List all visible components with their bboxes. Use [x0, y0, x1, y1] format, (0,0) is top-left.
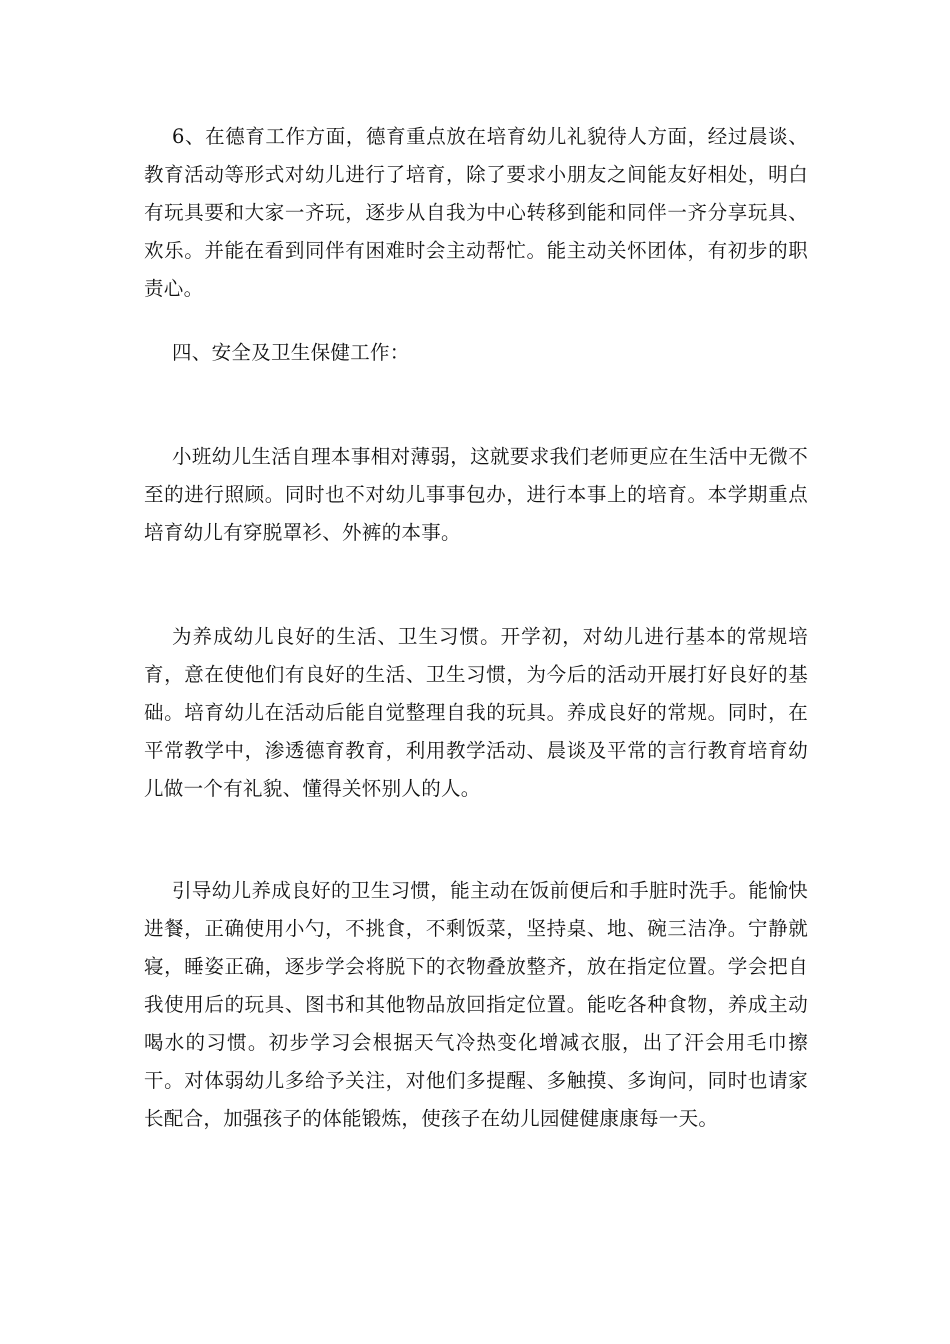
paragraph-self-care: 小班幼儿生活自理本事相对薄弱，这就要求我们老师更应在生活中无微不至的进行照顾。同时也不对幼儿事事包办，进行本事上的培育。本学期重点培育幼儿有穿脱罩衫、外裤的本事。	[144, 445, 808, 544]
section-heading-safety-health: 四、安全及卫生保健工作：	[172, 341, 410, 364]
paragraph-moral-education: 6、在德育工作方面，德育重点放在培育幼儿礼貌待人方面，经过晨谈、教育活动等形式对幼儿进行了培育，除了要求小朋友之间能友好相处，明白有玩具要和大家一齐玩，逐步从自我为中心转移到能和同伴一齐分享玩具、欢乐。并能在看到同伴有困难时会主动帮忙。能主动关怀团体，有初步的职责心。	[144, 125, 808, 300]
paragraph-hygiene: 引导幼儿养成良好的卫生习惯，能主动在饭前便后和手脏时洗手。能愉快进餐，正确使用小勺，不挑食，不剩饭菜，坚持桌、地、碗三洁净。宁静就寝，睡姿正确，逐步学会将脱下的衣物叠放整齐，放在指定位置。学会把自我使用后的玩具、图书和其他物品放回指定位置。能吃各种食物，养成主动喝水的习惯。初步学习会根据天气冷热变化增减衣服，出了汗会用毛巾擦干。对体弱幼儿多给予关注，对他们多提醒、多触摸、多询问，同时也请家长配合，加强孩子的体能锻炼，使孩子在幼儿园健健康康每一天。	[144, 879, 808, 1130]
paragraph-habits: 为养成幼儿良好的生活、卫生习惯。开学初，对幼儿进行基本的常规培育，意在使他们有良好的生活、卫生习惯，为今后的活动开展打好良好的基础。培育幼儿在活动后能自觉整理自我的玩具。养成良好的常规。同时，在平常教学中，渗透德育教育，利用教学活动、晨谈及平常的言行教育培育幼儿做一个有礼貌、懂得关怀别人的人。	[144, 625, 808, 800]
